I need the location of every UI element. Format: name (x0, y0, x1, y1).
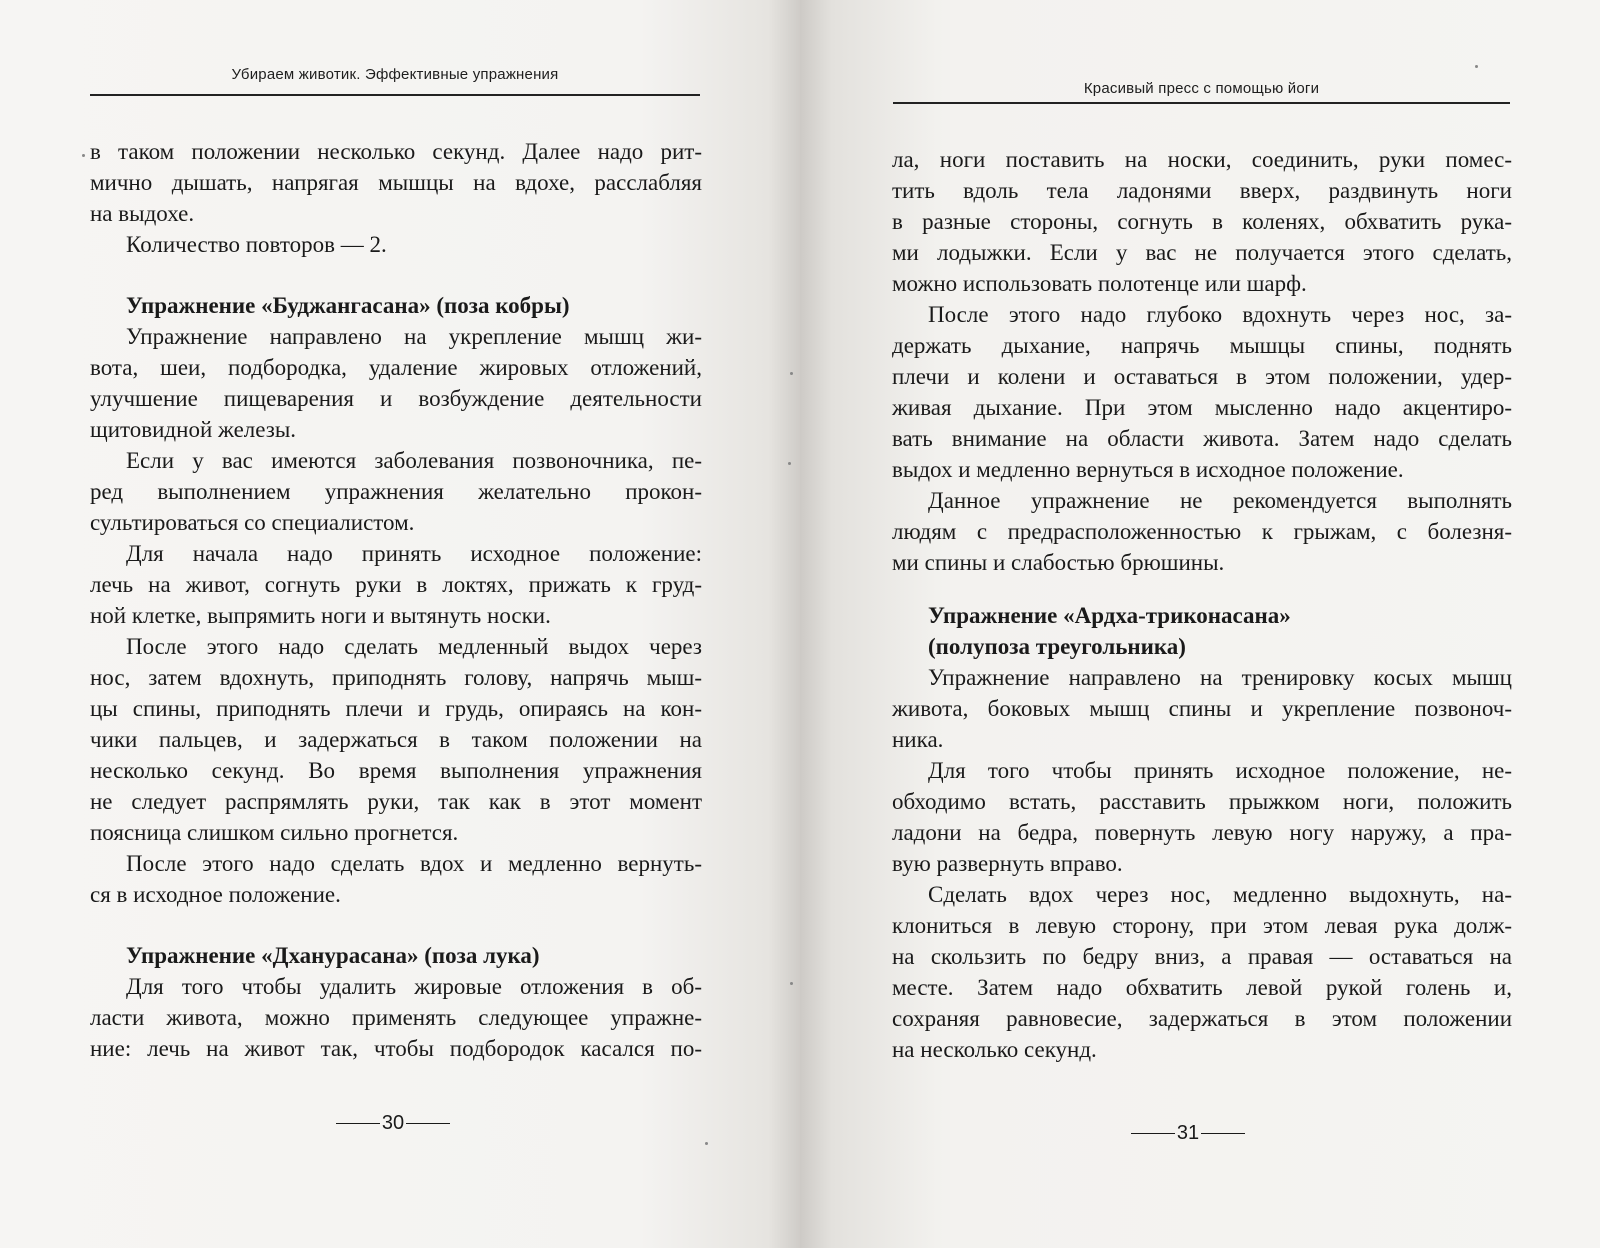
section-heading: (полупоза треугольника) (928, 634, 1186, 659)
text-line: живая дыхание. При этом мысленно надо акцентиро- (892, 395, 1512, 420)
text-line: на скользить по бедру вниз, а правая — оставаться на (892, 944, 1512, 969)
section-heading: Упражнение «Дханурасана» (поза лука) (126, 943, 540, 968)
text-line: в таком положении несколько секунд. Далее надо рит- (90, 139, 702, 164)
left-page-text (90, 136, 702, 1064)
text-line: мично дышать, напрягая мышцы на вдохе, расслабляя (90, 170, 702, 195)
text-line: После этого надо сделать вдох и медленно вернуть- (126, 851, 702, 876)
text-line: ми лодыжки. Если у вас не получается этого сделать, (892, 240, 1512, 265)
print-speck (705, 1142, 708, 1145)
text-line: поясница слишком сильно прогнется. (90, 820, 459, 845)
page-number-value: 30 (381, 1112, 405, 1134)
text-line: После этого надо глубоко вдохнуть через нос, за- (928, 302, 1512, 327)
text-line: вую развернуть вправо. (892, 851, 1123, 876)
text-line: не следует распрямлять руки, так как в этот момент (90, 789, 702, 814)
text-line: Упражнение направлено на укрепление мышц жи- (126, 324, 702, 349)
right-page-text (892, 144, 1512, 1065)
text-line: Для того чтобы принять исходное положение, не- (928, 758, 1512, 783)
section-heading: Упражнение «Ардха-триконасана» (928, 603, 1291, 628)
print-speck (82, 154, 85, 157)
text-line: ладони на бедра, повернуть левую ногу наружу, а пра- (892, 820, 1512, 845)
print-speck (1475, 65, 1478, 68)
running-head-right: Красивый пресс с помощью йоги (1083, 80, 1320, 97)
print-speck (790, 982, 793, 985)
text-line: Если у вас имеются заболевания позвоночника, пе- (126, 448, 702, 473)
text-line: в разные стороны, согнуть в коленях, обхватить рука- (892, 209, 1512, 234)
text-line: ла, ноги поставить на носки, соединить, руки помес- (892, 147, 1512, 172)
text-line: ника. (892, 727, 944, 752)
text-line: клониться в левую сторону, при этом левая рука долж- (892, 913, 1512, 938)
text-line: на выдохе. (90, 201, 195, 226)
page-number-left (323, 1112, 463, 1135)
text-line: выдох и медленно вернуться в исходное положение. (892, 457, 1404, 482)
text-line: вать внимание на области живота. Затем надо сделать (892, 426, 1512, 451)
text-line: держать дыхание, напрячь мышцы спины, поднять (892, 333, 1512, 358)
text-line: Сделать вдох через нос, медленно выдохнуть, на- (928, 882, 1512, 907)
text-line: цы спины, приподнять плечи и грудь, опираясь на кон- (90, 696, 702, 721)
text-line: ние: лечь на живот так, чтобы подбородок касался по- (90, 1036, 702, 1061)
text-line: живота, боковых мышц спины и укрепление позвоноч- (892, 696, 1512, 721)
text-line: Для начала надо принять исходное положение: (126, 541, 702, 566)
text-line: Количество повторов — 2. (126, 232, 387, 257)
print-speck (788, 462, 791, 465)
text-line: можно использовать полотенце или шарф. (892, 271, 1307, 296)
text-line: Для того чтобы удалить жировые отложения в об- (126, 974, 702, 999)
page-number-value: 31 (1176, 1122, 1200, 1144)
text-line: лечь на живот, согнуть руки в локтях, прижать к груд- (90, 572, 702, 597)
right-page (800, 0, 1600, 1248)
text-line: сохраняя равновесие, задержаться в этом положении (892, 1006, 1512, 1031)
text-line: обходимо встать, расставить прыжком ноги, положить (892, 789, 1512, 814)
text-line: несколько секунд. Во время выполнения упражнения (90, 758, 702, 783)
text-line: ной клетке, выпрямить ноги и вытянуть носки. (90, 603, 551, 628)
text-line: сультироваться со специалистом. (90, 510, 415, 535)
text-line: После этого надо сделать медленный выдох через (126, 634, 702, 659)
text-line: ред выполнением упражнения желательно прокон- (90, 479, 702, 504)
text-line: ласти живота, можно применять следующее упражне- (90, 1005, 702, 1030)
text-line: щитовидной железы. (90, 417, 297, 442)
text-line: на несколько секунд. (892, 1037, 1097, 1062)
text-line: Упражнение направлено на тренировку косых мышц (928, 665, 1512, 690)
folio-dash (336, 1123, 380, 1124)
print-speck (790, 372, 793, 375)
text-line: ся в исходное положение. (90, 882, 341, 907)
text-line: вота, шеи, подбородка, удаление жировых отложений, (90, 355, 702, 380)
text-line: месте. Затем надо обхватить левой рукой голень и, (892, 975, 1512, 1000)
text-line: плечи и колени и оставаться в этом положении, удер- (892, 364, 1512, 389)
text-line: чики пальцев, и задержаться в таком положении на (90, 727, 702, 752)
text-line: ми спины и слабостью брюшины. (892, 550, 1225, 575)
header-rule-left (90, 94, 700, 96)
text-line: тить вдоль тела ладонями вверх, раздвинуть ноги (892, 178, 1512, 203)
folio-dash (406, 1123, 450, 1124)
page-number-right (1118, 1122, 1258, 1145)
header-rule-right (893, 102, 1510, 104)
section-heading: Упражнение «Буджангасана» (поза кобры) (126, 293, 570, 318)
folio-dash (1201, 1133, 1245, 1134)
folio-dash (1131, 1133, 1175, 1134)
text-line: нос, затем вдохнуть, приподнять голову, напрячь мыш- (90, 665, 702, 690)
text-line: улучшение пищеварения и возбуждение деятельности (90, 386, 702, 411)
text-line: Данное упражнение не рекомендуется выполнять (928, 488, 1512, 513)
running-head-left: Убираем животик. Эффективные упражнения (231, 66, 559, 83)
text-line: людям с предрасположенностью к грыжам, с болезня- (892, 519, 1512, 544)
